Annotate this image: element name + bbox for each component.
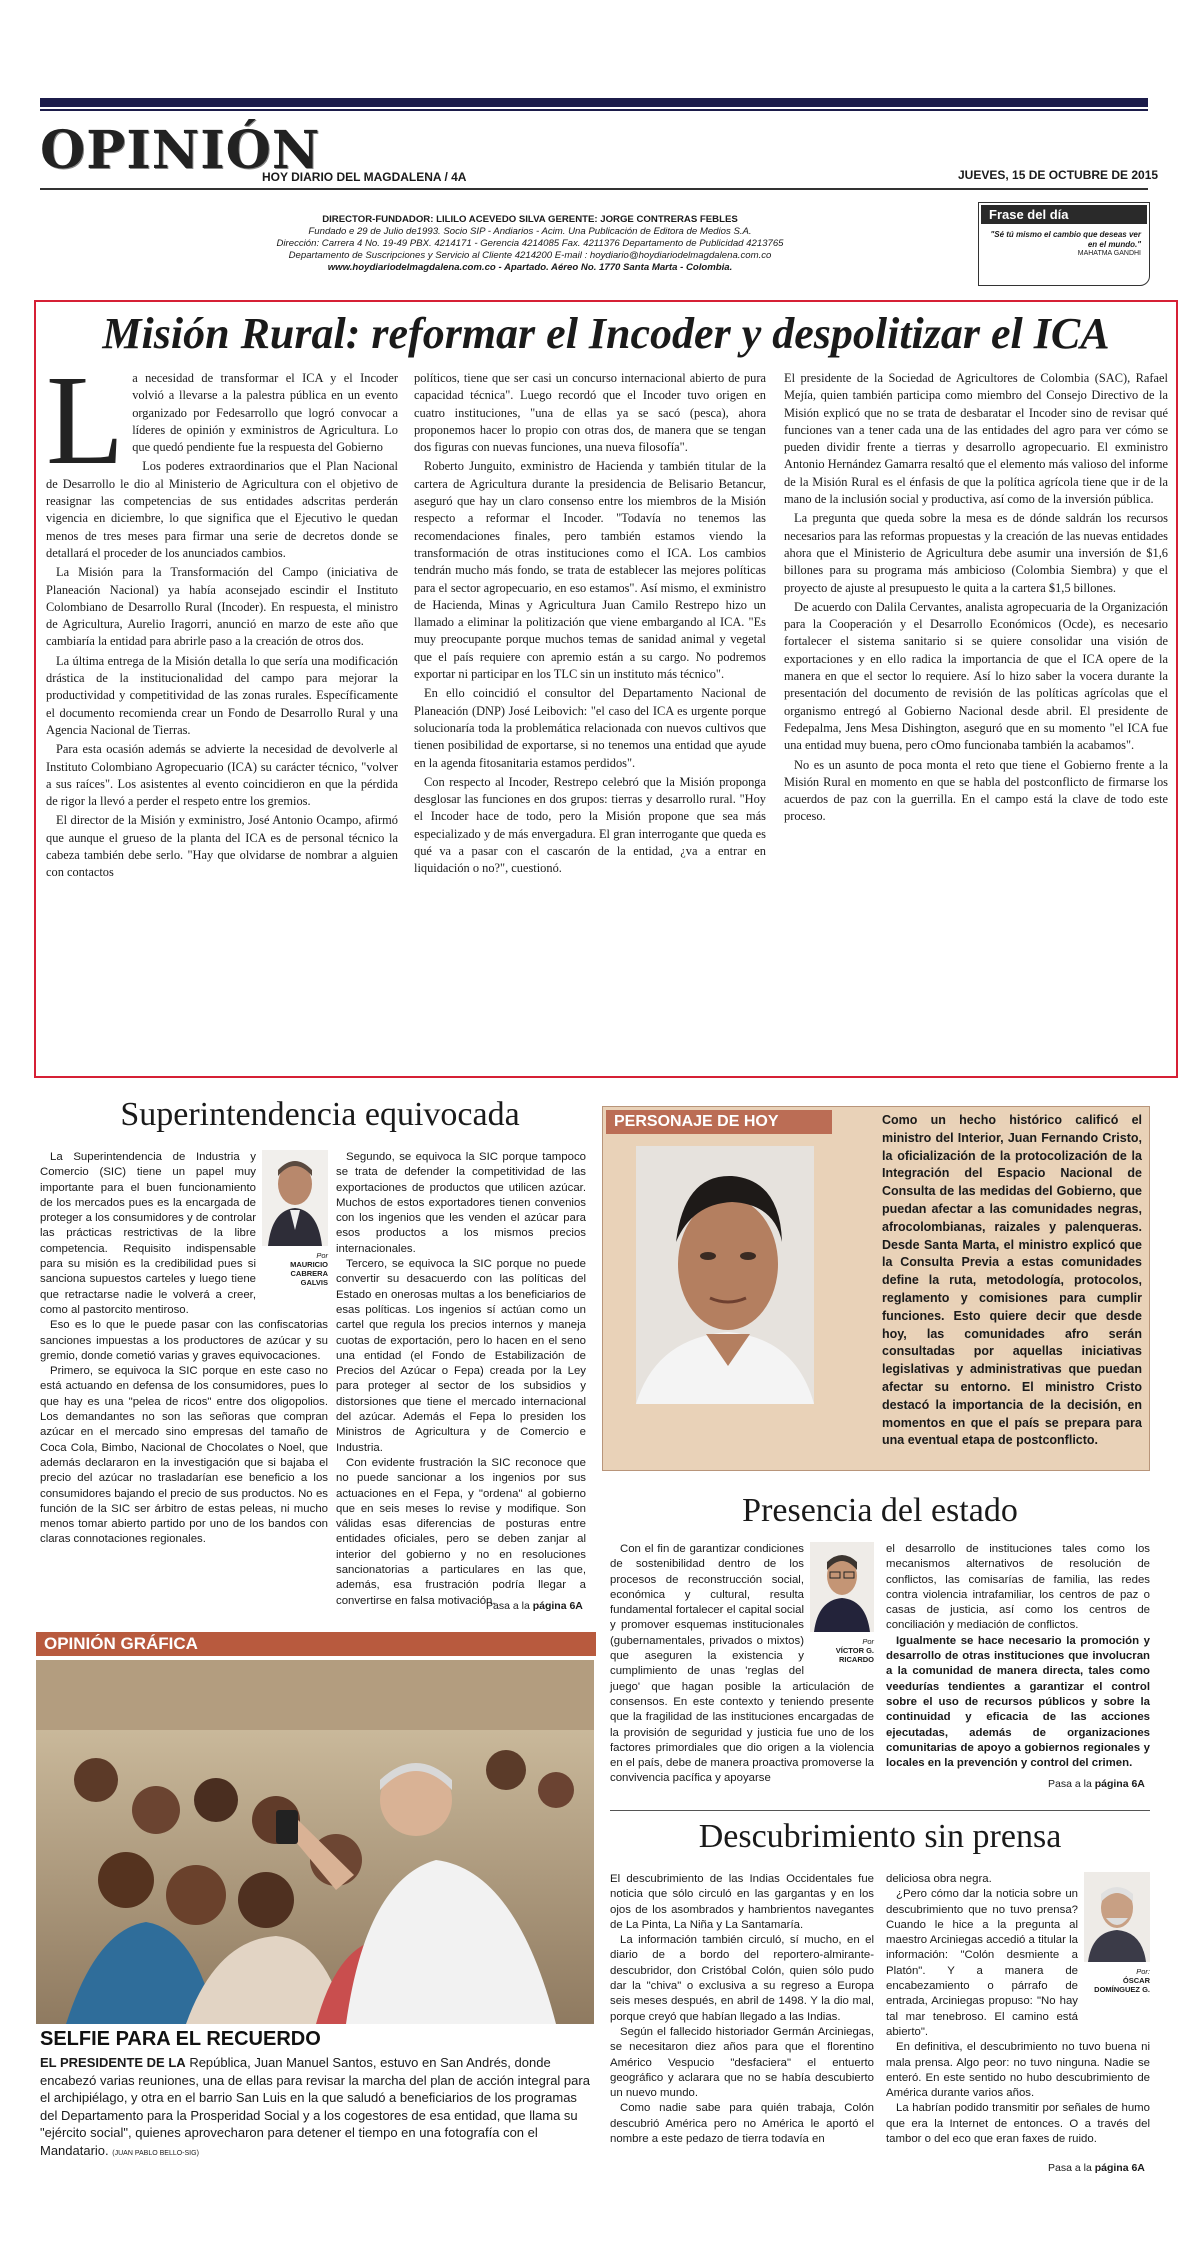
editorial-paragraph: La última entrega de la Misión detalla lo que sería una modificación drástica de la institucionalidad del campo para mejorar la productividad y competitividad de las zonas rurales. Específicamente el documento recomienda crear un Fondo de Desarrollo Rural y una Agencia Nacional de Tierras. xyxy=(46,653,398,737)
editorial-paragraph: Roberto Junguito, exministro de Hacienda y también titular de la cartera de Agricultura durante la presidencia de Belisario Betancur, aseguró que hay un claro consenso entre los miembros de la Misión respecto a reformar el Incoder. "Todavía no tenemos las recomendaciones finales, pero también estamos viendo la transformación de otras instituciones como el ICA. Los cambios tendrán mucho más fondo, se trata de establecer las mejores políticas para el sector agropecuario, en eso estamos". Así mismo, el exministro de Hacienda, Minas y Agricultura Juan Camilo Restrepo hizo un llamado a eliminar la politización que viene embargando al ICA. "Es muy preocupante porque muchos temas de sanidad animal y vegetal que el país requiere con apremio están a su cargo. No podremos exportar ni participar en los TLC sin un instituto más técnico". xyxy=(414,459,766,682)
editorial-paragraph: El presidente de la Sociedad de Agricultores de Colombia (SAC), Rafael Mejía, quien también participa como miembro del Consejo Directivo de la Misión explicó que no se trata de desbaratar el Incoder sino de revisar qué funciones van a tener cada una de las entidades del agro para ver cómo se pueden dividir frente a tierras y desarrollo agropecuario. El exministro Antonio Hernández Gamarra resaltó que el elemento más valioso del informe de la Misión Rural es el énfasis de que la política agrícola tiene que ir de la mano de la inclusión social y productiva, así como de la inversión pública. xyxy=(784,371,1168,507)
columnist-photo-block xyxy=(1084,1872,1150,2010)
personaje-paragraph: Como un hecho histórico calificó el ministro del Interior, Juan Fernando Cristo, la oficialización de la protocolización de la Integración del Espacio Nacional de Consulta de las medidas del Gobierno, que puedan afectar a las comunidades negras, afrocolombianas, raizales y palenqueras. Desde Santa Marta, el ministro explicó que la Consulta Previa a estas comunidades define la ruta, metodología, protocolos, reglamento y comisiones para cumplir funciones. Esto quiere decir que desde hoy, las comunidades afro serán consultadas por aquellas iniciativas legislativas y administrativas que puedan afectar su entorno. El ministro Cristo destacó la importancia de la decisión, en momentos en que el país se prepara para una eventual etapa de postconflicto. xyxy=(882,1113,1142,1448)
superintendencia-byline xyxy=(262,1251,328,1287)
byline-author: ÓSCAR DOMÍNGUEZ G. xyxy=(1094,1976,1150,1994)
superintendencia-column-1 xyxy=(40,1150,328,1620)
personaje-tag: PERSONAJE DE HOY xyxy=(606,1110,832,1134)
presencia-paragraph: Con el fin de garantizar condiciones de sostenibilidad dentro de los procesos de reconstrucción social, económica y cultural, resulta fundamental fortalecer el capital social y promover esquemas institucionales (gubernamentales, privados o mixtos) que aseguren la existencia y cumplimiento de unas 'reglas del juego' que hagan posible la articulación de consensos. En este contexto y teniendo presente que la fragilidad de las instituciones encargadas de la provisión de seguridad y justicia fue uno de los factores primordiales que dio origen a la violencia en el país, debe de manera proactiva promoverse la convivencia pacífica y apoyarse xyxy=(610,1543,874,1785)
byline-por: Por xyxy=(862,1637,874,1646)
presencia-column-1 xyxy=(610,1542,874,1802)
continue-prefix: Pasa a la xyxy=(486,1600,530,1612)
descubrimiento-headline: Descubrimiento sin prensa xyxy=(698,1818,1062,1855)
editorial-column-3 xyxy=(784,370,1168,1070)
credits-line: www.hoydiariodelmagdalena.com.co - Apartado. Aéreo No. 1770 Santa Marta - Colombia. xyxy=(327,262,733,273)
columnist-photo-block xyxy=(262,1150,328,1288)
descubrimiento-column-1 xyxy=(610,1872,874,2172)
grafica-caption xyxy=(40,2054,590,2162)
continue-page: página 6A xyxy=(1094,1778,1145,1790)
personaje-text-column xyxy=(882,1112,1142,1462)
masthead-top-bar xyxy=(40,98,1148,107)
frase-del-dia-box xyxy=(978,202,1150,286)
newspaper-credits xyxy=(240,214,820,274)
credits-line: DIRECTOR-FUNDADOR: LILILO ACEVEDO SILVA GERENTE: JORGE CONTRERAS FEBLES xyxy=(322,214,738,225)
presencia-byline xyxy=(810,1637,874,1664)
section-divider xyxy=(610,1810,1150,1811)
columnist-portrait-icon xyxy=(1084,1872,1150,1962)
editorial-headline: Misión Rural: reformar el Incoder y despolitizar el ICA xyxy=(102,309,1110,358)
superintendencia-paragraph: Tercero, se equivoca la SIC porque no puede convertir su desacuerdo con las políticas del Estado en onerosas multas a los beneficiarios de esas políticas. Los ingenios sí actúan como un cartel que regula los precios internos y maneja cuotas de exportación, pero lo hacen en el seno una entidad (el Fondo de Estabilización de Precios del Azúcar o Fepa) creada por la Ley para proteger al sector de los subsidios y distorsiones que tiene el mercado internacional del azúcar. Además el Fepa lo presiden los Ministros de Agricultura y de Comercio e Industria. xyxy=(336,1258,586,1454)
editorial-paragraph: Los poderes extraordinarios que el Plan Nacional de Desarrollo le dio al Ministerio de Agricultura con el objetivo de reasignar las competencias de sus entidades adscritas perderán vigencia en diciembre, lo que significa que el Ejecutivo le quedan menos de tres meses para firmar una serie de decretos donde se detallará el proceder de los anunciados cambios. xyxy=(46,459,398,560)
superintendencia-paragraph: La Superintendencia de Industria y Comercio (SIC) tiene un papel muy importante para el buen funcionamiento de los mercados pues es la encargada de proteger a los consumidores y de controlar las prácticas restrictivas de la libre competencia. Requisito indispensable para su misión es la credibilidad pues si sanciona supuestos carteles y luego tiene que retractarse nadie le volverá a creer, como al pastorcito mentiroso. xyxy=(40,1151,256,1316)
editorial-paragraph: El director de la Misión y exministro, José Antonio Ocampo, afirmó que aunque el grueso de la planta del ICA es de personal técnico la cabeza también debe serlo. "Hay que olvidarse de nombrar a alguien con contactos xyxy=(46,813,398,880)
descubrimiento-paragraph: Como nadie sabe para quién trabaja, Colón descubrió América pero no América le aportó el nombre a este pedazo de tierra todavía en xyxy=(610,2102,874,2146)
grafica-caption-title: SELFIE PARA EL RECUERDO xyxy=(40,2028,321,2050)
columnist-portrait-icon xyxy=(810,1542,874,1632)
superintendencia-paragraph: Segundo, se equivoca la SIC porque tampoco se trata de defender la competitividad de las exportaciones de productos que utilicen azúcar. Muchos de estos exportadores tienen convenios con los ingenios que les venden el azúcar para esos productos a los mismos precios internacionales. xyxy=(336,1151,586,1255)
editorial-paragraph: En ello coincidió el consultor del Departamento Nacional de Planeación (DNP) José Leibovich: "el caso del ICA es urgente porque solucionaría toda la problemática relacionada con nuevos cultivos que tienen posibilidad de exportarse, si no tenemos una entidad que ayude en la agenda fitosanitaria estamos perdidos". xyxy=(414,686,766,770)
editorial-paragraph: No es un asunto de poca monta el reto que tiene el Gobierno frente a la Misión Rural en momento en que se habla del postconflicto de firmarse los acuerdos de paz con la guerrilla. En el campo está la clave de todo este proceso. xyxy=(784,757,1168,824)
editorial-paragraph: políticos, tiene que ser casi un concurso internacional abierto de pura capacidad técnica". Luego recordó que el Incoder tuvo origen en cuatro instituciones, "una de ellas ya se sacó (pesca), ahora proponemos hacer lo propio con otras dos, de manera que se tengan dos figuras con nuevas funciones, una nueva filosofía". xyxy=(414,371,766,455)
frase-author: MAHATMA GANDHI xyxy=(1077,250,1141,257)
personaje-photo xyxy=(636,1146,814,1404)
drop-cap: L xyxy=(46,349,125,491)
continue-page: página 6A xyxy=(532,1600,583,1612)
columnist-photo-block xyxy=(810,1542,874,1668)
presencia-column-2 xyxy=(886,1542,1150,1770)
descubrimiento-paragraph: La habrían podido transmitir por señales de humo que era la Internet de entonces. O a través del tambor o del eco que eran faxes de ruido. xyxy=(886,2102,1150,2146)
editorial-paragraph: La Misión para la Transformación del Campo (iniciativa de Planeación Nacional) ya había aconsejado escindir el Instituto Colombiano de Desarrollo Rural (Incoder). En respuesta, el ministro de Agricultura, Aurelio Iragorri, anunció en marzo de este año que cambiaría la entidad para abrirle paso a la creación de otros dos. xyxy=(46,565,398,649)
presencia-paragraph: Igualmente se hace necesario la promoción y desarrollo de otras instituciones que involucran a la comunidad de manera directa, tales como veedurías tendientes a garantizar el control sobre el uso de recursos públicos y sobre la continuidad y eficacia de las acciones ejecutadas, además de organizaciones comunitarias de apoyo a gobiernos regionales y locales en la prevención y control del crimen. xyxy=(886,1634,1150,1770)
photo-credit: (JUAN PABLO BELLO-SIG) xyxy=(112,2149,199,2157)
frase-heading: Frase del día xyxy=(981,205,1147,224)
presencia-paragraph: el desarrollo de instituciones tales como los mecanismos alternativos de resolución de conflictos, las comisarías de familia, las redes contra violencia intrafamiliar, los centros de paz o casas de justicia, así como los centros de conciliación y mediación de conflictos. xyxy=(886,1543,1150,1632)
continue-prefix: Pasa a la xyxy=(1048,2162,1092,2174)
presencia-continue[interactable] xyxy=(1048,1778,1145,1790)
masthead-divider xyxy=(40,188,1148,190)
newspaper-page-label: HOY DIARIO DEL MAGDALENA / 4A xyxy=(262,170,467,184)
superintendencia-continue[interactable] xyxy=(486,1600,583,1612)
descubrimiento-paragraph: Según el fallecido historiador Germán Arciniegas, se necesitaron diez años para que el florentino Américo Vespucio "desfaciera" el entuerto geográfico y aclarara que no se había descubierto un nuevo mundo. xyxy=(610,2025,874,2100)
descubrimiento-continue[interactable] xyxy=(1048,2162,1145,2174)
credits-line: Departamento de Suscripciones y Servicio al Cliente 4214200 E-mail : hoydiario@hoydiariodelmagdalena.com.co xyxy=(288,250,772,261)
byline-por: Por xyxy=(316,1251,328,1260)
byline-por: Por: xyxy=(1136,1967,1150,1976)
issue-date: JUEVES, 15 DE OCTUBRE DE 2015 xyxy=(958,168,1159,182)
descubrimiento-byline xyxy=(1084,1967,1150,1994)
caption-text: República, Juan Manuel Santos, estuvo en San Andrés, donde encabezó varias reuniones, una de ellas para revisar la marcha del plan de acción integral para el archipiélago, y otra en el barrio San Luis en la que saludó a beneficiarios de los programas del Departamento para la Prosperidad Social y a los cogestores de esa entidad, que llama su "ejército social", quienes aprovecharon para detener el tiempo en una fotografía con el Mandatario. xyxy=(40,2055,590,2158)
editorial-column-1 xyxy=(46,349,398,1070)
section-title: OPINIÓN xyxy=(40,120,321,181)
superintendencia-headline: Superintendencia equivocada xyxy=(120,1096,520,1133)
continue-prefix: Pasa a la xyxy=(1048,1778,1092,1790)
descubrimiento-paragraph: En definitiva, el descubrimiento no tuvo buena ni mala prensa. Algo peor: no tuvo ninguna. Nadie se enteró. En este sentido no hubo descubrimiento de América durante varios años. xyxy=(886,2041,1150,2100)
grafica-photo xyxy=(36,1660,594,2024)
editorial-paragraph: Con respecto al Incoder, Restrepo celebró que la Misión proponga desglosar las funciones en dos grupos: tierras y desarrollo rural. "Hoy el Incoder hace de todo, pero la Misión propone que sea más especializado y de más envergadura. El gran interrogante que queda es qué va a pasar con el cascarón de la entidad, ¿va a entrar en liquidación o no?", cuestionó. xyxy=(414,774,766,876)
byline-author: VÍCTOR G. RICARDO xyxy=(835,1646,874,1664)
caption-lead: EL PRESIDENTE DE LA xyxy=(40,2055,186,2070)
credits-line: Dirección: Carrera 4 No. 19-49 PBX. 4214171 - Gerencia 4214085 Fax. 4211376 Departamento de Publicidad 4213765 xyxy=(276,238,784,249)
superintendencia-paragraph: Primero, se equivoca la SIC porque en este caso no está actuando en defensa de los consumidores, pues lo que hay es una "pelea de ricos" entre dos oligopolios. Los demandantes no son las señoras que compran azúcar en el mercado sino empresas del tamaño de Coca Cola, Bimbo, Nacional de Chocolates o Noel, que además declararon en la investigación que si bajaba el precio del azúcar no trasladarían ese beneficio a los consumidores bajando el precio de sus productos. No es función de la SIC ser árbitro de estas peleas, ni mucho menos tomar abierto partido por uno de los bandos con claras connotaciones regionales. xyxy=(40,1365,328,1546)
descubrimiento-paragraph: ¿Pero cómo dar la noticia sobre un descubrimiento que no tuvo prensa? Cuando le hice a la pregunta al maestro Arciniegas accedió a titular la información: "Colón desmiente a Platón". Y a manera de encabezamiento o párrafo de entrada, Arciniegas propuso: "No hay tal mar tenebroso. El camino está abierto". xyxy=(886,1888,1078,2038)
presencia-headline: Presencia del estado xyxy=(742,1492,1018,1529)
descubrimiento-paragraph: El descubrimiento de las Indias Occidentales fue noticia que sólo circuló en las gargantas y en los ojos de los asombrados y hambrientos navegantes de La Pinta, La Niña y La Santamaría. xyxy=(610,1873,874,1931)
descubrimiento-paragraph: deliciosa obra negra. xyxy=(886,1873,992,1885)
selfie-photo-icon xyxy=(36,1660,594,2024)
editorial-paragraph: De acuerdo con Dalila Cervantes, analista agropecuaria de la Organización para la Cooperación y el Desarrollo Económicos (Ocde), es necesario fortalecer el sistema sanitario si se quiere consolidar una visión de exportaciones y en ello radica la importancia de que el ICA opere de la manera en que el sector lo requiere. Así lo hizo saber la vocera durante la presentación del documento de revisión de las políticas agrícolas que el organismo entregó al Gobierno Nacional desde abril. El presidente de Fedepalma, Jens Mesa Dishington, aseguró que en su momento "el ICA fue una entidad muy buena, pero cOmo funcionaba también la acabamos". xyxy=(784,599,1168,753)
editorial-paragraph: Para esta ocasión además se advierte la necesidad de devolverle al Instituto Colombiano Agropecuario (ICA) su carácter técnico, "volver a sus raíces". Los asistentes al evento coincidieron en que la pérdida de rigor la llevó a perder el respeto entre los gremios. xyxy=(46,742,398,809)
continue-page: página 6A xyxy=(1094,2162,1145,2174)
descubrimiento-paragraph: La información también circuló, sí mucho, en el diario de a bordo del reportero-almirante-descubridor, don Cristóbal Colón, quien sólo pudo dar la "chiva" o exclusiva a su regreso a Europa seis meses después, en abril de 1498. Y la dio mal, porque creyó que habían llegado a las Indias. xyxy=(610,1934,874,2023)
editorial-paragraph: a necesidad de transformar el ICA y el Incoder volvió a llevarse a la palestra pública en un evento organizado por Fedesarrollo que logró convocar a líderes de opinión y exministros de Agricultura. Lo que quedó pendiente fue la respuesta del Gobierno xyxy=(132,371,398,455)
byline-author: MAURICIO CABRERA GALVIS xyxy=(290,1260,328,1287)
superintendencia-paragraph: Con evidente frustración la SIC reconoce que no puede sancionar a los ingenios por sus actuaciones en el Fepa, y "ordena" al gobierno que en seis meses lo revise y modifique. Son válidas esas diferencias de posturas entre entidades oficiales, pero se deben zanjar al interior del gobierno y no en resoluciones sancionatorias a particulares en las que, además, esa frustración podría llegar a convertirse en falsa motivación. xyxy=(336,1456,586,1607)
superintendencia-paragraph: Eso es lo que le puede pasar con las confiscatorias sanciones impuestas a los productores de azúcar y su gremio, donde cometió varias y graves equivocaciones. xyxy=(40,1319,328,1362)
editorial-paragraph: La pregunta que queda sobre la mesa es de dónde saldrán los recursos necesarios para las reformas propuestas y la creación de las nuevas entidades ahora que el Ministerio de Agricultura debe asumir una inversión de $1,6 billones para su programa más ambicioso (Colombia Siembra) y que el proyecto de ajuste al presupuesto le quita a la cartera $1,5 billones. xyxy=(784,511,1168,595)
columnist-portrait-icon xyxy=(262,1150,328,1246)
credits-line: Fundado e 29 de Julio de1993. Socio SIP - Andiarios - Acim. Una Publicación de Editora de Medios S.A. xyxy=(308,226,752,237)
descubrimiento-column-2 xyxy=(886,1872,1150,2157)
frase-quote: "Sé tú mismo el cambio que deseas ver en el mundo." xyxy=(990,230,1141,249)
minister-portrait-icon xyxy=(636,1146,814,1404)
grafica-tag: OPINIÓN GRÁFICA xyxy=(36,1632,596,1656)
editorial-column-2 xyxy=(414,370,766,1070)
masthead-sub-bar xyxy=(40,109,1148,111)
